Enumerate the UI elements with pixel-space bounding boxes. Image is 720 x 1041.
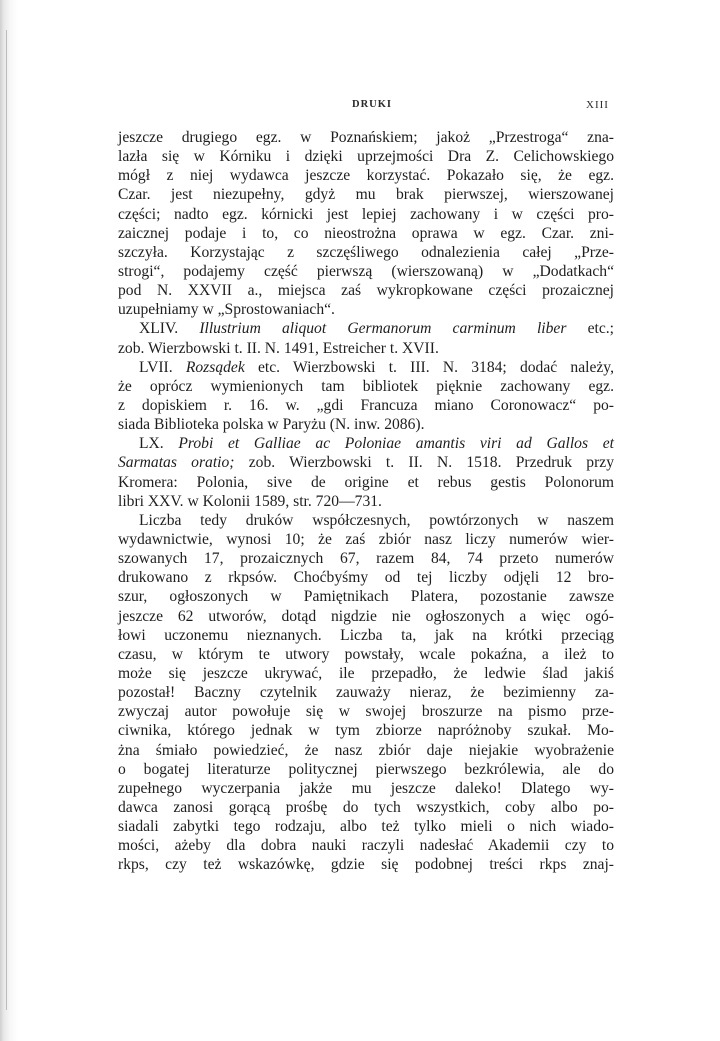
- text-line: [118, 511, 614, 530]
- text-run: szur, ogłoszonych w Pamiętnikach Platera, pozostanie zawsze: [118, 588, 614, 606]
- text-run: pozostał! Baczny czytelnik zauważy nieraz, że bezimienny za-: [118, 684, 614, 702]
- italic-title-text: Illustrium aliquot Germanorum carminum liber: [199, 320, 567, 338]
- text-run: LVII.: [139, 358, 186, 376]
- text-line: [118, 549, 614, 568]
- text-run: dawca zanosi gorącą prośbę do tych wszystkich, coby albo po-: [118, 798, 614, 816]
- text-line: [118, 836, 614, 855]
- text-line: [118, 166, 614, 185]
- text-run: żna śmiało powiedzieć, że nasz zbiór daje niejakie wyobrażenie: [118, 741, 614, 759]
- text-line: [118, 243, 614, 262]
- italic-title-text: Rozsądek: [185, 358, 245, 376]
- text-line: [118, 817, 614, 836]
- text-run: strogi“, podajemy część pierwszą (wierszowaną) w „Dodatkach“: [118, 262, 614, 280]
- text-line: [118, 147, 614, 166]
- text-run: mości, ażeby dla dobra nauki raczyli nadesłać Akademii czy to: [118, 837, 614, 855]
- text-line: [118, 855, 614, 874]
- text-line: [118, 453, 614, 472]
- text-run: siada Biblioteka polska w Paryżu (N. inw. 2086).: [118, 416, 425, 434]
- text-run: libri XXV. w Kolonii 1589, str. 720—731.: [118, 492, 382, 510]
- text-line: [118, 741, 614, 760]
- text-run: o bogatej literaturze politycznej pierwszego bezkrólewia, ale do: [118, 760, 614, 778]
- text-line: [118, 185, 614, 204]
- text-line: [118, 473, 614, 492]
- text-run: uzupełniamy w „Sprostowaniach“.: [118, 301, 335, 319]
- text-line: [118, 358, 614, 377]
- text-run: pod N. XXVII a., miejsca zaś wykropkowane części prozaicznej: [118, 282, 614, 300]
- italic-title-text: Sarmatas oratio;: [118, 454, 235, 472]
- text-line: [118, 664, 614, 683]
- text-run: ciwnika, którego jednak w tym zbiorze napróżnoby szukał. Mo-: [118, 722, 614, 740]
- text-line: [118, 683, 614, 702]
- text-run: zwyczaj autor powołuje się w swojej broszurze na pismo prze-: [118, 703, 614, 721]
- text-run: wydawnictwie, wynosi 10; że zaś zbiór nasz liczy numerów wier-: [118, 530, 614, 548]
- text-run: może się jeszcze ukrywać, ile przepadło, że ledwie ślad jakiś: [118, 664, 614, 682]
- text-run: zob. Wierzbowski t. II. N. 1491, Estreicher t. XVII.: [118, 339, 439, 357]
- text-line: [118, 492, 614, 511]
- text-line: [118, 205, 614, 224]
- text-line: [118, 779, 614, 798]
- text-line: [118, 607, 614, 626]
- text-line: [118, 300, 614, 319]
- text-line: [118, 587, 614, 606]
- text-run: siadali zabytki tego rodzaju, albo też tylko mieli o nich wiado-: [118, 818, 614, 836]
- text-line: [118, 415, 614, 434]
- running-head: [0, 99, 720, 115]
- body-text: [118, 128, 614, 874]
- text-run: zupełnego wyczerpania jakże mu jeszcze daleko! Dlatego wy-: [118, 779, 614, 797]
- text-line: [118, 319, 614, 338]
- text-line: [118, 377, 614, 396]
- text-run: lazła się w Kórniku i dzięki uprzejmości Dra Z. Celichowskiego: [118, 148, 614, 166]
- text-run: drukowano z rkpsów. Choćbyśmy od tej liczby odjęli 12 bro-: [118, 569, 614, 587]
- text-line: [118, 128, 614, 147]
- page-binding-edge: [0, 0, 18, 1041]
- text-line: [118, 224, 614, 243]
- text-line: [118, 281, 614, 300]
- text-run: szowanych 17, prozaicznych 67, razem 84, 74 przeto numerów: [118, 550, 614, 568]
- text-run: XLIV.: [139, 320, 200, 338]
- text-run: że oprócz wymienionych tam bibliotek pięknie zachowany egz.: [118, 377, 614, 395]
- text-run: etc. Wierzbowski t. III. N. 3184; dodać należy,: [244, 358, 614, 376]
- italic-title-text: Probi et Galliae ac Poloniae amantis viri ad Gallos et: [178, 435, 614, 453]
- text-run: części; nadto egz. kórnicki jest lepiej zachowany i w części pro-: [118, 205, 614, 223]
- text-run: czasu, w którym te utwory powstały, wcale pokaźna, a ileż to: [118, 645, 614, 663]
- text-run: zaicznej podaje i to, co nieostrożna oprawa w egz. Czar. zni-: [118, 224, 614, 242]
- text-line: [118, 721, 614, 740]
- text-run: Czar. jest niezupełny, gdyż mu brak pierwszej, wierszowanej: [118, 186, 614, 204]
- text-run: łowi uczonemu nieznanych. Liczba ta, jak na krótki przeciąg: [118, 626, 614, 644]
- text-run: Kromera: Polonia, sive de origine et rebus gestis Polonorum: [118, 473, 614, 491]
- text-line: [118, 434, 614, 453]
- text-run: jeszcze 62 utworów, dotąd nigdzie nie ogłoszonych a więc ogó-: [118, 607, 614, 625]
- running-head-title: DRUKI: [352, 99, 393, 110]
- text-line: [118, 626, 614, 645]
- text-line: [118, 702, 614, 721]
- text-run: zob. Wierzbowski t. II. N. 1518. Przedruk przy: [234, 454, 614, 472]
- text-run: LX.: [139, 435, 179, 453]
- text-line: [118, 760, 614, 779]
- text-run: etc.;: [566, 320, 614, 338]
- text-line: [118, 396, 614, 415]
- binding-shadow-line: [6, 30, 7, 1010]
- text-line: [118, 645, 614, 664]
- text-line: [118, 798, 614, 817]
- text-run: rkps, czy też wskazówkę, gdzie się podobnej treści rkps znaj-: [118, 856, 614, 874]
- text-run: z dopiskiem r. 16. w. „gdi Francuza miano Coronowacz“ po-: [118, 396, 614, 414]
- text-run: Liczba tedy druków współczesnych, powtórzonych w naszem: [139, 511, 614, 529]
- text-run: mógł z niej wydawca jeszcze korzystać. Pokazało się, że egz.: [118, 167, 614, 185]
- text-line: [118, 568, 614, 587]
- text-run: jeszcze drugiego egz. w Poznańskiem; jakoż „Przestroga“ zna-: [118, 129, 614, 146]
- page-number: XIII: [586, 99, 609, 111]
- text-line: [118, 530, 614, 549]
- text-line: [118, 339, 614, 358]
- text-line: [118, 262, 614, 281]
- text-run: szczyła. Korzystając z szczęśliwego odnalezienia całej „Prze-: [118, 243, 614, 261]
